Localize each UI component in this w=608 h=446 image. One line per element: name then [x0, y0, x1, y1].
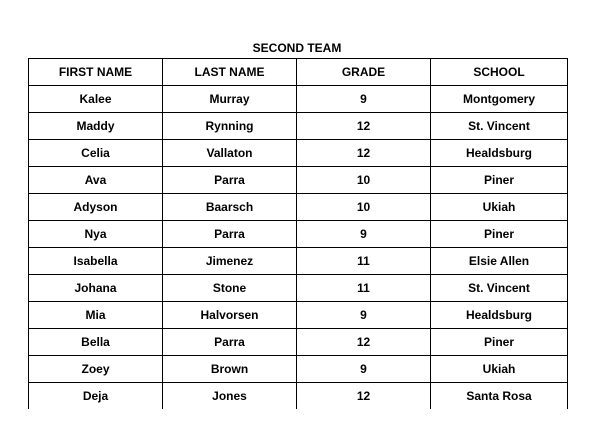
school-cell: Piner — [431, 221, 568, 248]
last-name-cell: Parra — [163, 329, 297, 356]
last-name-cell: Baarsch — [163, 194, 297, 221]
school-cell: St. Vincent — [431, 113, 568, 140]
last-name-cell: Halvorsen — [163, 302, 297, 329]
page-title: SECOND TEAM — [252, 41, 342, 55]
table-row — [29, 167, 568, 194]
first-name-cell: Adyson — [29, 194, 163, 221]
grade-cell: 9 — [297, 356, 431, 383]
grade-cell: 12 — [297, 329, 431, 356]
column-header-first-name: FIRST NAME — [29, 59, 163, 86]
first-name-cell: Isabella — [29, 248, 163, 275]
grade-cell: 11 — [297, 275, 431, 302]
table-row — [29, 221, 568, 248]
first-name-cell: Zoey — [29, 356, 163, 383]
school-cell: Ukiah — [431, 194, 568, 221]
last-name-cell: Parra — [163, 221, 297, 248]
table-row — [29, 275, 568, 302]
column-header-last-name: LAST NAME — [163, 59, 297, 86]
first-name-cell: Mia — [29, 302, 163, 329]
last-name-cell: Brown — [163, 356, 297, 383]
table-row — [29, 329, 568, 356]
table-row — [29, 86, 568, 113]
grade-cell: 9 — [297, 86, 431, 113]
first-name-cell: Nya — [29, 221, 163, 248]
column-header-school: SCHOOL — [431, 59, 568, 86]
table-row — [29, 113, 568, 140]
first-name-cell: Maddy — [29, 113, 163, 140]
last-name-cell: Rynning — [163, 113, 297, 140]
school-cell: Santa Rosa — [431, 383, 568, 410]
school-cell: Elsie Allen — [431, 248, 568, 275]
table-row — [29, 383, 568, 410]
grade-cell: 10 — [297, 194, 431, 221]
grade-cell: 12 — [297, 140, 431, 167]
first-name-cell: Ava — [29, 167, 163, 194]
first-name-cell: Kalee — [29, 86, 163, 113]
first-name-cell: Celia — [29, 140, 163, 167]
school-cell: Ukiah — [431, 356, 568, 383]
school-cell: St. Vincent — [431, 275, 568, 302]
grade-cell: 10 — [297, 167, 431, 194]
last-name-cell: Jimenez — [163, 248, 297, 275]
school-cell: Piner — [431, 167, 568, 194]
first-name-cell: Deja — [29, 383, 163, 410]
grade-cell: 11 — [297, 248, 431, 275]
grade-cell: 12 — [297, 113, 431, 140]
school-cell: Montgomery — [431, 86, 568, 113]
last-name-cell: Vallaton — [163, 140, 297, 167]
school-cell: Healdsburg — [431, 302, 568, 329]
grade-cell: 9 — [297, 221, 431, 248]
grade-cell: 9 — [297, 302, 431, 329]
school-cell: Healdsburg — [431, 140, 568, 167]
header-row — [29, 59, 568, 86]
table-row — [29, 302, 568, 329]
table-row — [29, 194, 568, 221]
roster-table — [28, 58, 568, 409]
grade-cell: 12 — [297, 383, 431, 410]
table-row — [29, 356, 568, 383]
table-row — [29, 140, 568, 167]
last-name-cell: Murray — [163, 86, 297, 113]
column-header-grade: GRADE — [297, 59, 431, 86]
first-name-cell: Johana — [29, 275, 163, 302]
last-name-cell: Stone — [163, 275, 297, 302]
last-name-cell: Parra — [163, 167, 297, 194]
first-name-cell: Bella — [29, 329, 163, 356]
last-name-cell: Jones — [163, 383, 297, 410]
table-row — [29, 248, 568, 275]
school-cell: Piner — [431, 329, 568, 356]
